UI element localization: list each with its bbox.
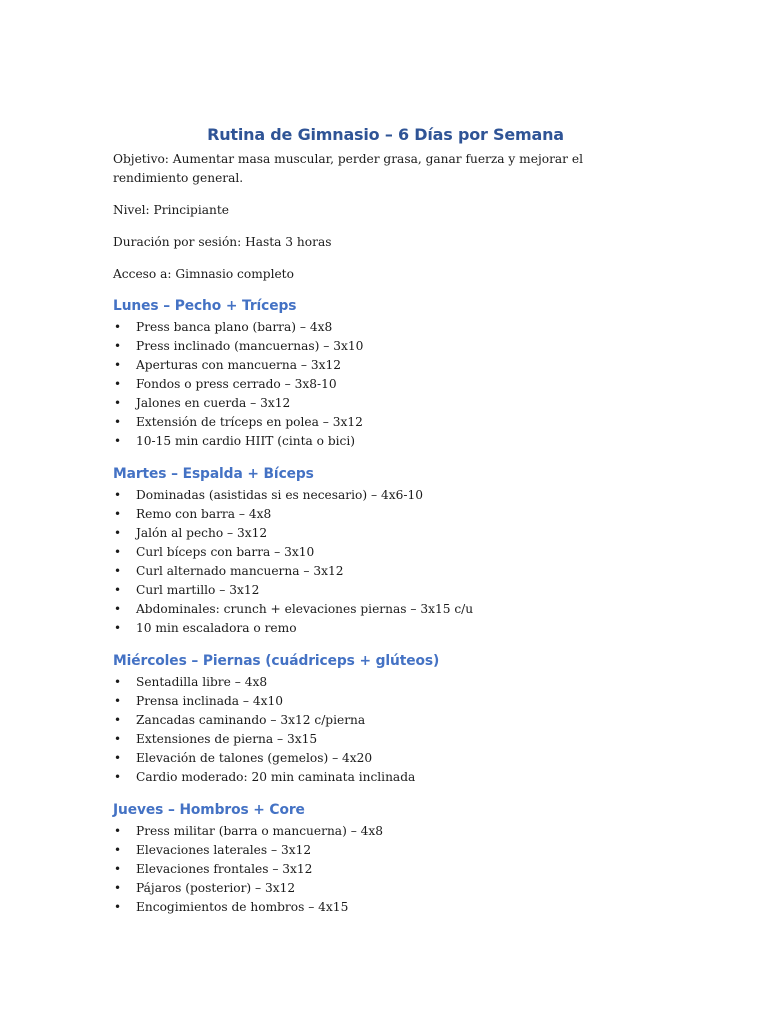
- exercise-text: Curl bíceps con barra – 3x10: [136, 545, 315, 559]
- bullet-icon: •: [114, 396, 122, 410]
- exercise-text: Elevaciones laterales – 3x12: [136, 843, 312, 857]
- list-item: [113, 822, 658, 841]
- exercise-text: Jalón al pecho – 3x12: [136, 526, 268, 540]
- list-item: [113, 318, 658, 337]
- exercise-text: Dominadas (asistidas si es necesario) – 4x6-10: [136, 488, 423, 502]
- bullet-icon: •: [114, 358, 122, 372]
- list-item: [113, 562, 658, 581]
- day-section: [113, 296, 658, 451]
- exercise-text: Press militar (barra o mancuerna) – 4x8: [136, 824, 384, 838]
- bullet-icon: •: [114, 526, 122, 540]
- list-item: [113, 375, 658, 394]
- exercise-text: Pájaros (posterior) – 3x12: [136, 881, 296, 895]
- exercise-text: Sentadilla libre – 4x8: [136, 675, 268, 689]
- section-heading: Lunes – Pecho + Tríceps: [113, 298, 297, 314]
- bullet-icon: •: [114, 862, 122, 876]
- list-item: [113, 337, 658, 356]
- list-item: [113, 524, 658, 543]
- list-item: [113, 841, 658, 860]
- section-heading: Jueves – Hombros + Core: [113, 802, 305, 818]
- bullet-icon: •: [114, 320, 122, 334]
- bullet-icon: •: [114, 488, 122, 502]
- exercise-text: Cardio moderado: 20 min caminata inclinada: [136, 770, 416, 784]
- exercise-text: Curl martillo – 3x12: [136, 583, 260, 597]
- list-item: [113, 860, 658, 879]
- list-item: [113, 486, 658, 505]
- exercise-text: Zancadas caminando – 3x12 c/pierna: [136, 713, 366, 727]
- exercise-text: Extensiones de pierna – 3x15: [136, 732, 318, 746]
- exercise-text: Extensión de tríceps en polea – 3x12: [136, 415, 363, 429]
- bullet-icon: •: [114, 602, 122, 616]
- exercise-text: 10-15 min cardio HIIT (cinta o bici): [136, 434, 356, 448]
- bullet-icon: •: [114, 377, 122, 391]
- section-heading: Miércoles – Piernas (cuádriceps + glúteos): [113, 653, 440, 669]
- list-item: [113, 619, 658, 638]
- bullet-icon: •: [114, 339, 122, 353]
- level-text: Nivel: Principiante: [113, 203, 229, 217]
- exercise-text: Elevaciones frontales – 3x12: [136, 862, 313, 876]
- exercise-list: [113, 486, 658, 638]
- list-item: [113, 730, 658, 749]
- exercise-text: Press inclinado (mancuernas) – 3x10: [136, 339, 364, 353]
- exercise-text: Encogimientos de hombros – 4x15: [136, 900, 349, 914]
- bullet-icon: •: [114, 415, 122, 429]
- bullet-icon: •: [114, 545, 122, 559]
- bullet-icon: •: [114, 507, 122, 521]
- list-item: [113, 543, 658, 562]
- page-title: Rutina de Gimnasio – 6 Días por Semana: [207, 125, 564, 144]
- bullet-icon: •: [114, 621, 122, 635]
- bullet-icon: •: [114, 770, 122, 784]
- bullet-icon: •: [114, 824, 122, 838]
- bullet-icon: •: [114, 694, 122, 708]
- day-section: [113, 651, 658, 787]
- list-item: [113, 673, 658, 692]
- routine-sections: [113, 296, 658, 917]
- duration-text: Duración por sesión: Hasta 3 horas: [113, 235, 332, 249]
- exercise-text: 10 min escaladora o remo: [136, 621, 297, 635]
- bullet-icon: •: [114, 732, 122, 746]
- bullet-icon: •: [114, 675, 122, 689]
- bullet-icon: •: [114, 881, 122, 895]
- exercise-list: [113, 318, 658, 451]
- list-item: [113, 356, 658, 375]
- list-item: [113, 879, 658, 898]
- access-text: Acceso a: Gimnasio completo: [113, 267, 294, 281]
- list-item: [113, 749, 658, 768]
- bullet-icon: •: [114, 434, 122, 448]
- list-item: [113, 581, 658, 600]
- exercise-text: Abdominales: crunch + elevaciones piernas – 3x15 c/u: [136, 602, 474, 616]
- objective-text: Objetivo: Aumentar masa muscular, perder grasa, ganar fuerza y mejorar el rendimiento general.: [113, 152, 583, 185]
- bullet-icon: •: [114, 583, 122, 597]
- day-section: [113, 464, 658, 638]
- section-heading: Martes – Espalda + Bíceps: [113, 466, 314, 482]
- exercise-text: Remo con barra – 4x8: [136, 507, 272, 521]
- day-section: [113, 800, 658, 917]
- exercise-text: Prensa inclinada – 4x10: [136, 694, 284, 708]
- bullet-icon: •: [114, 713, 122, 727]
- bullet-icon: •: [114, 751, 122, 765]
- exercise-text: Fondos o press cerrado – 3x8-10: [136, 377, 337, 391]
- list-item: [113, 692, 658, 711]
- document-page: [113, 124, 658, 930]
- list-item: [113, 432, 658, 451]
- list-item: [113, 505, 658, 524]
- exercise-text: Aperturas con mancuerna – 3x12: [136, 358, 341, 372]
- bullet-icon: •: [114, 900, 122, 914]
- list-item: [113, 413, 658, 432]
- exercise-text: Elevación de talones (gemelos) – 4x20: [136, 751, 373, 765]
- list-item: [113, 600, 658, 619]
- list-item: [113, 711, 658, 730]
- exercise-list: [113, 822, 658, 917]
- exercise-text: Press banca plano (barra) – 4x8: [136, 320, 333, 334]
- bullet-icon: •: [114, 564, 122, 578]
- list-item: [113, 394, 658, 413]
- exercise-list: [113, 673, 658, 787]
- exercise-text: Curl alternado mancuerna – 3x12: [136, 564, 344, 578]
- bullet-icon: •: [114, 843, 122, 857]
- list-item: [113, 898, 658, 917]
- exercise-text: Jalones en cuerda – 3x12: [136, 396, 291, 410]
- list-item: [113, 768, 658, 787]
